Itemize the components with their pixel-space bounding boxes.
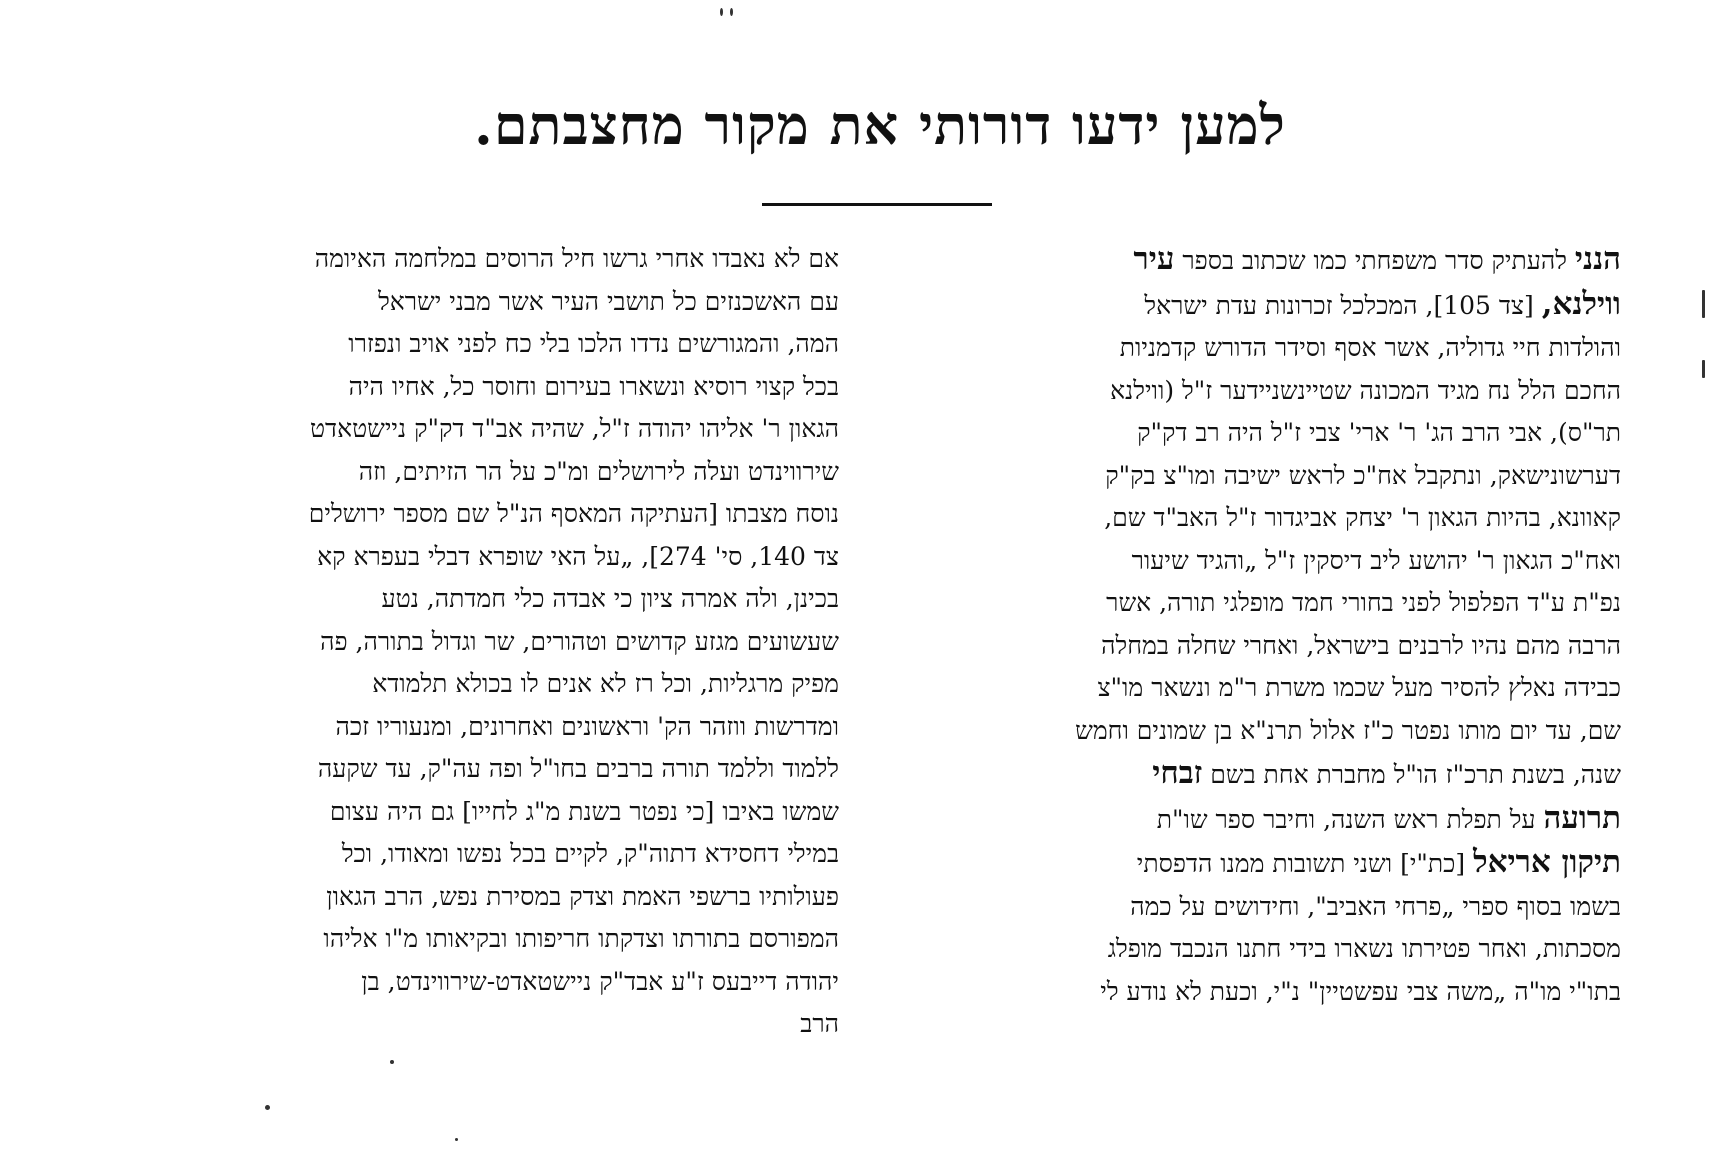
text-line: פעולותיו ברשפי האמת וצדק במסירת נפש, הרב הגאון: [326, 881, 839, 911]
text-line: שמשו באיבו [כי נפטר בשנת מ"ג לחייו] גם היה עצום: [329, 796, 839, 826]
text-line: מפיק מרגליות, וכל רז לא אנים לו בכולא תלמודא: [372, 669, 839, 698]
text-line: נפ"ת ע"ד הפלפול לפני בחורי חמד מופלגי תורה, אשר: [1106, 588, 1621, 617]
text-line: קאוונא, בהיות הגאון ר' יצחק אביגדור ז"ל האב"ד שם,: [1104, 503, 1621, 532]
text-line: בתו"י מו"ה „משה צבי עפשטיין" נ"י, וכעת לא נודע לי: [1100, 976, 1621, 1006]
title-rule: [762, 203, 992, 206]
scan-speck: [730, 8, 733, 16]
text-line: והולדות חיי גדוליה, אשר אסף וסידר הדורש קדמניות: [1119, 333, 1621, 362]
text-line: בשמו בסוף ספרי „פרחי האביב", וחידושים על כמה: [1130, 891, 1621, 921]
text-line: המה, והמגורשים נדדו הלכו בלי כח לפני אויב ונפזרו: [348, 329, 839, 358]
text-line: שעשועים מגזע קדושים וטהורים, שר וגדול בתורה, פה: [320, 626, 839, 656]
text-line: יהודה דייבעס ז"ע אבד"ק ניישטאדט-שירווינדט, בן: [361, 966, 839, 996]
page-title: למען ידעו דורותי את מקור מחצבתם.: [474, 93, 1286, 157]
scan-speck: [455, 1138, 458, 1141]
tail-word: זבחי: [1152, 755, 1203, 791]
text-line: דערשונישאק, ונתקבל אח"כ לראש ישיבה ומו"צ בק"ק: [1105, 460, 1621, 490]
text-line: המפורסם בתורתו וצדקתו חריפותו ובקיאותו מ"ו אליהו: [323, 924, 839, 953]
text-line: הרב: [800, 1009, 839, 1038]
text-line: בכל קצוי רוסיא ונשארו בעירום וחוסר כל, אחיו היה: [348, 371, 839, 401]
text-line: בכינן, ולה אמרה ציון כי אבדה כלי חמדתה, נטע: [381, 584, 839, 613]
right-column: [851, 238, 1621, 1013]
text-line: הנני להעתיק סדר משפחתי כמו שכתוב בספר עיר: [1133, 241, 1621, 277]
lead-word: הנני: [1574, 241, 1621, 277]
text-line: צד 140, סי' 274], „על האי שופרא דבלי בעפרא קא: [317, 541, 839, 571]
text-line: ללמוד וללמד תורה ברבים בחו"ל ופה עה"ק, עד שקעה: [317, 754, 839, 783]
text-line: ווילנא, [צד 105], המכלכל זכרונות עדת ישראל: [1144, 285, 1621, 322]
text-line: כבידה נאלץ להסיר מעל שכמו משרת ר"מ ונשאר מו"צ: [1097, 673, 1621, 702]
text-line: שם, עד יום מותו נפטר כ"ז אלול תרנ"א בן שמונים וחמש: [1075, 715, 1621, 745]
text-line: במילי דחסידא דתוה"ק, לקיים בכל נפשו ומאודו, וכל: [341, 839, 839, 868]
text-line: ומדרשות ווזהר הק' וראשונים ואחרונים, ומנעוריו זכה: [335, 711, 839, 741]
lead-word: תרועה: [1543, 799, 1621, 836]
text-line: עם האשכנזים כל תושבי העיר אשר מבני ישראל: [378, 286, 839, 316]
scan-speck: [720, 8, 723, 16]
text-line: תיקון אריאל [כת"י] ושני תשובות ממנו הדפסתי: [1136, 844, 1621, 880]
text-line: מסכתות, ואחר פטירתו נשארו בידי חתנו הנכבד מופלג: [1107, 934, 1621, 963]
scan-speck: [1702, 290, 1705, 318]
text-line: שירווינדט ועלה לירושלים ומ"כ על הר הזיתים, וזה: [358, 456, 839, 486]
lead-word: תיקון אריאל: [1473, 844, 1621, 880]
text-line: שנה, בשנת תרכ"ז הו"ל מחברת אחת בשם זבחי: [1152, 755, 1621, 791]
text-line: הגאון ר' אליהו יהודה ז"ל, שהיה אב"ד דק"ק ניישטאדט: [309, 414, 839, 443]
text-line: הרבה מהם נהיו לרבנים בישראל, ואחרי שחלה במחלה: [1101, 630, 1621, 660]
text-line: אם לא נאבדו אחרי גרשו חיל הרוסים במלחמה האיומה: [314, 244, 839, 273]
text-line: תר"ס), אבי הרב הג' ר' ארי' צבי ז"ל היה רב דק"ק: [1137, 418, 1621, 447]
text-line: תרועה על תפלת ראש השנה, וחיבר ספר שו"ת: [1156, 799, 1621, 836]
scan-speck: [390, 1060, 394, 1064]
tail-word: עיר: [1133, 241, 1175, 277]
scan-speck: [265, 1105, 270, 1110]
scan-speck: [1702, 360, 1705, 378]
lead-word: ווילנא,: [1541, 285, 1621, 322]
text-line: החכם הלל נח מגיד המכונה שטיינשניידער ז"ל (ווילנא: [1110, 375, 1621, 405]
left-column: [47, 238, 839, 1046]
text-line: ואח"כ הגאון ר' יהושע ליב דיסקין ז"ל „והגיד שיעור: [1131, 545, 1621, 575]
text-line: נוסח מצבתו [העתיקה המאסף הנ"ל שם מספר ירושלים: [308, 499, 839, 528]
